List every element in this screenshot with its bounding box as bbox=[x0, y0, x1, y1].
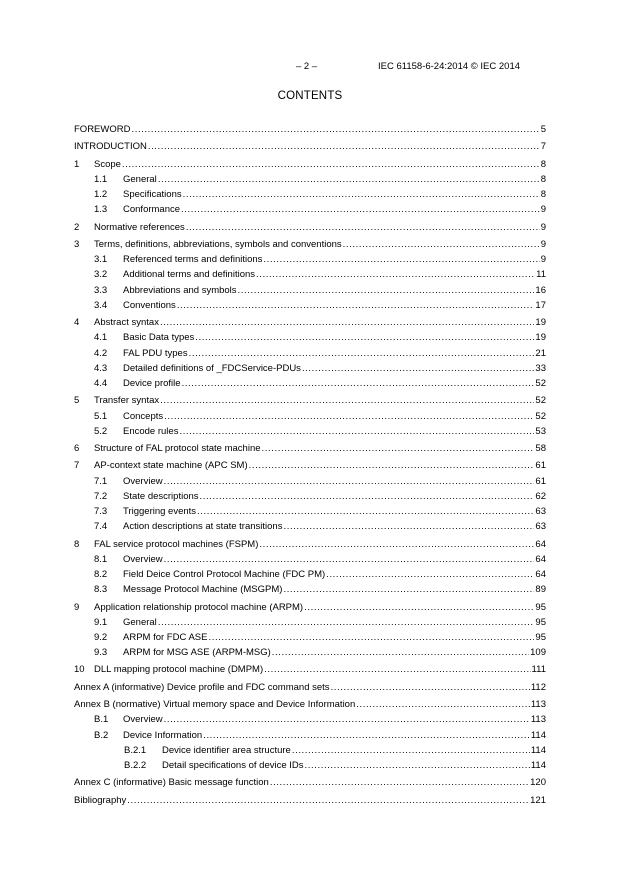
toc-leader-dots bbox=[148, 139, 540, 154]
toc-entry[interactable] bbox=[74, 458, 546, 473]
toc-entry-page: 114 bbox=[530, 729, 546, 741]
toc-entry-page: 9 bbox=[540, 254, 546, 266]
toc-entry-title: Annex C (informative) Basic message function bbox=[74, 777, 269, 789]
toc-entry-title: Abbreviations and symbols bbox=[123, 284, 237, 296]
toc-entry-page: 17 bbox=[535, 299, 546, 311]
toc-entry[interactable] bbox=[74, 600, 546, 615]
toc-entry-page: 9 bbox=[540, 204, 546, 216]
toc-leader-dots bbox=[262, 441, 535, 456]
toc-entry-title: Terms, definitions, abbreviations, symbols and conventions bbox=[94, 239, 342, 251]
toc-entry-title: Detail specifications of device IDs bbox=[162, 759, 304, 771]
toc-entry-title: Annex B (normative) Virtual memory space and Device Information bbox=[74, 699, 356, 711]
toc-leader-dots bbox=[238, 283, 535, 298]
toc-entry-page: 64 bbox=[535, 568, 546, 580]
toc-entry[interactable] bbox=[74, 283, 546, 298]
toc-entry-title: Structure of FAL protocol state machine bbox=[94, 443, 261, 455]
toc-entry-page: 95 bbox=[535, 616, 546, 628]
toc-entry[interactable] bbox=[74, 157, 546, 172]
toc-entry[interactable] bbox=[74, 361, 546, 376]
toc-entry-number: 4.2 bbox=[94, 347, 108, 359]
toc-entry-number: 8.3 bbox=[94, 584, 108, 596]
toc-leader-dots bbox=[164, 712, 530, 727]
toc-entry-page: 16 bbox=[535, 284, 546, 296]
toc-entry-number: 4.1 bbox=[94, 332, 108, 344]
toc-entry[interactable] bbox=[74, 519, 546, 534]
toc-entry-number: 3.4 bbox=[94, 299, 108, 311]
toc-entry-page: 7 bbox=[540, 141, 546, 153]
toc-leader-dots bbox=[158, 172, 540, 187]
header-document-reference: IEC 61158-6-24:2014 © IEC 2014 bbox=[378, 61, 521, 72]
toc-entry-page: 21 bbox=[535, 347, 546, 359]
toc-entry-number: 7.4 bbox=[94, 521, 108, 533]
toc-entry-title: Device profile bbox=[123, 377, 181, 389]
toc-entry-title: Transfer syntax bbox=[94, 395, 160, 407]
toc-leader-dots bbox=[189, 346, 535, 361]
toc-entry-number: 9 bbox=[74, 601, 80, 613]
toc-entry-title: Device identifier area structure bbox=[162, 744, 291, 756]
toc-entry-number: 3.3 bbox=[94, 284, 108, 296]
toc-entry-title: General bbox=[123, 173, 157, 185]
toc-entry[interactable] bbox=[74, 680, 546, 695]
toc-entry-title: INTRODUCTION bbox=[74, 141, 147, 153]
toc-entry-page: 63 bbox=[535, 521, 546, 533]
toc-entry[interactable] bbox=[74, 346, 546, 361]
toc-entry-number: 2 bbox=[74, 221, 80, 233]
toc-leader-dots bbox=[302, 361, 534, 376]
toc-entry-title: Bibliography bbox=[74, 794, 127, 806]
toc-entry-page: 112 bbox=[530, 681, 546, 693]
toc-entry[interactable] bbox=[74, 298, 546, 313]
toc-entry-page: 89 bbox=[535, 584, 546, 596]
toc-entry-page: 61 bbox=[535, 475, 546, 487]
toc-entry-page: 95 bbox=[535, 601, 546, 613]
toc-entry[interactable] bbox=[74, 697, 546, 712]
toc-leader-dots bbox=[256, 267, 535, 282]
toc-entry-title: Message Protocol Machine (MSGPM) bbox=[123, 584, 283, 596]
toc-entry-number: 7 bbox=[74, 460, 80, 472]
toc-entry-page: 9 bbox=[540, 239, 546, 251]
toc-leader-dots bbox=[203, 728, 530, 743]
toc-entry[interactable] bbox=[74, 139, 546, 154]
toc-entry-title: Device Information bbox=[123, 729, 203, 741]
toc-entry-page: 109 bbox=[530, 647, 546, 659]
toc-leader-dots bbox=[127, 793, 529, 808]
toc-entry[interactable] bbox=[74, 252, 546, 267]
toc-entry[interactable] bbox=[74, 376, 546, 391]
toc-entry-title: Overview bbox=[123, 714, 163, 726]
toc-entry-number: B.2.1 bbox=[124, 744, 147, 756]
toc-leader-dots bbox=[183, 187, 540, 202]
toc-entry[interactable] bbox=[74, 662, 546, 677]
toc-entry[interactable] bbox=[74, 615, 546, 630]
toc-entry-page: 8 bbox=[540, 189, 546, 201]
toc-leader-dots bbox=[208, 630, 534, 645]
toc-entry-number: 9.1 bbox=[94, 616, 108, 628]
toc-entry-page: 52 bbox=[535, 395, 546, 407]
toc-entry[interactable] bbox=[74, 330, 546, 345]
toc-entry-number: 8.1 bbox=[94, 553, 108, 565]
toc-entry-page: 52 bbox=[535, 377, 546, 389]
toc-entry-number: 4.3 bbox=[94, 362, 108, 374]
toc-entry-number: 7.2 bbox=[94, 490, 108, 502]
toc-leader-dots bbox=[182, 376, 535, 391]
toc-entry[interactable] bbox=[74, 122, 546, 137]
toc-entry-page: 9 bbox=[540, 221, 546, 233]
toc-leader-dots bbox=[164, 409, 534, 424]
toc-entry-page: 114 bbox=[530, 759, 546, 771]
toc-leader-dots bbox=[304, 600, 534, 615]
toc-entry-number: 3.1 bbox=[94, 254, 108, 266]
toc-entry-title: Normative references bbox=[94, 221, 185, 233]
toc-entry-number: 1.2 bbox=[94, 189, 108, 201]
toc-entry-page: 62 bbox=[535, 490, 546, 502]
toc-leader-dots bbox=[158, 615, 535, 630]
toc-entry[interactable] bbox=[74, 712, 546, 727]
toc-entry-title: Field Deice Control Protocol Machine (FDC PM) bbox=[123, 568, 326, 580]
toc-leader-dots bbox=[259, 537, 534, 552]
toc-entry[interactable] bbox=[74, 172, 546, 187]
toc-entry-title: Concepts bbox=[123, 410, 164, 422]
toc-entry-number: 1 bbox=[74, 158, 80, 170]
toc-entry[interactable] bbox=[74, 645, 546, 660]
toc-leader-dots bbox=[292, 743, 530, 758]
toc-leader-dots bbox=[160, 315, 534, 330]
toc-entry-number: 7.1 bbox=[94, 475, 108, 487]
toc-entry-page: 58 bbox=[535, 443, 546, 455]
toc-entry-title: General bbox=[123, 616, 157, 628]
page-header bbox=[0, 61, 620, 75]
toc-entry-number: B.2.2 bbox=[124, 759, 147, 771]
toc-entry-title: AP-context state machine (APC SM) bbox=[94, 460, 248, 472]
toc-entry-title: Action descriptions at state transitions bbox=[123, 521, 283, 533]
toc-entry-page: 113 bbox=[530, 699, 546, 711]
toc-entry[interactable] bbox=[74, 474, 546, 489]
toc-entry-title: DLL mapping protocol machine (DMPM) bbox=[94, 664, 264, 676]
toc-leader-dots bbox=[343, 237, 540, 252]
toc-entry[interactable] bbox=[74, 441, 546, 456]
toc-entry-title: Referenced terms and definitions bbox=[123, 254, 263, 266]
toc-entry-number: B.1 bbox=[94, 714, 109, 726]
toc-leader-dots bbox=[177, 298, 535, 313]
toc-entry-number: 3.2 bbox=[94, 269, 108, 281]
toc-entry-page: 114 bbox=[530, 744, 546, 756]
toc-entry-title: Encode rules bbox=[123, 425, 179, 437]
toc-leader-dots bbox=[160, 393, 534, 408]
toc-entry[interactable] bbox=[74, 409, 546, 424]
table-of-contents bbox=[74, 122, 546, 808]
toc-entry-title: Additional terms and definitions bbox=[123, 269, 256, 281]
toc-entry-page: 52 bbox=[535, 410, 546, 422]
toc-leader-dots bbox=[270, 775, 529, 790]
toc-entry-number: 4.4 bbox=[94, 377, 108, 389]
toc-entry[interactable] bbox=[74, 775, 546, 790]
toc-entry[interactable] bbox=[74, 202, 546, 217]
toc-entry[interactable] bbox=[74, 728, 546, 743]
toc-entry-number: 5.2 bbox=[94, 425, 108, 437]
header-page-number: – 2 – bbox=[296, 61, 318, 72]
toc-leader-dots bbox=[179, 424, 534, 439]
toc-entry-title: State descriptions bbox=[123, 490, 199, 502]
toc-entry-title: Conventions bbox=[123, 299, 176, 311]
toc-entry-number: 9.2 bbox=[94, 631, 108, 643]
toc-leader-dots bbox=[305, 758, 530, 773]
toc-entry[interactable] bbox=[74, 743, 546, 758]
toc-entry[interactable] bbox=[74, 793, 546, 808]
toc-entry-title: Specifications bbox=[123, 189, 182, 201]
toc-leader-dots bbox=[197, 504, 534, 519]
toc-entry-page: 63 bbox=[535, 506, 546, 517]
toc-entry-title: Basic Data types bbox=[123, 332, 195, 344]
toc-entry-number: 1.1 bbox=[94, 173, 108, 185]
toc-entry[interactable] bbox=[74, 504, 546, 519]
toc-leader-dots bbox=[272, 645, 529, 660]
toc-leader-dots bbox=[264, 662, 530, 677]
toc-entry-page: 120 bbox=[530, 777, 546, 789]
toc-entry-number: 8 bbox=[74, 538, 80, 550]
toc-entry-page: 8 bbox=[540, 173, 546, 185]
toc-entry[interactable] bbox=[74, 552, 546, 567]
toc-leader-dots bbox=[164, 552, 535, 567]
toc-entry-number: 8.2 bbox=[94, 568, 108, 580]
toc-entry[interactable] bbox=[74, 630, 546, 645]
toc-entry[interactable] bbox=[74, 315, 546, 330]
toc-leader-dots bbox=[283, 582, 534, 597]
toc-leader-dots bbox=[122, 157, 540, 172]
toc-entry[interactable] bbox=[74, 582, 546, 597]
toc-leader-dots bbox=[164, 474, 535, 489]
toc-entry[interactable] bbox=[74, 220, 546, 235]
toc-leader-dots bbox=[263, 252, 539, 267]
contents-title: CONTENTS bbox=[277, 90, 343, 102]
toc-entry-number: 10 bbox=[74, 664, 85, 676]
toc-entry-title: FAL service protocol machines (FSPM) bbox=[94, 538, 259, 550]
toc-entry-title: FOREWORD bbox=[74, 124, 131, 135]
toc-entry[interactable] bbox=[74, 758, 546, 773]
toc-entry-page: 11 bbox=[536, 269, 546, 281]
toc-leader-dots bbox=[249, 458, 535, 473]
toc-entry[interactable] bbox=[74, 489, 546, 504]
toc-entry-page: 64 bbox=[535, 538, 546, 550]
toc-leader-dots bbox=[326, 567, 534, 582]
toc-entry-page: 5 bbox=[540, 124, 546, 135]
toc-entry-page: 64 bbox=[535, 553, 546, 565]
toc-entry-page: 19 bbox=[535, 332, 546, 344]
toc-entry[interactable] bbox=[74, 537, 546, 552]
toc-entry[interactable] bbox=[74, 393, 546, 408]
toc-entry-title: Conformance bbox=[123, 204, 181, 216]
toc-entry-page: 61 bbox=[535, 460, 546, 472]
toc-leader-dots bbox=[356, 697, 530, 712]
toc-leader-dots bbox=[283, 519, 534, 534]
toc-entry-title: Annex A (informative) Device profile and FDC command sets bbox=[74, 681, 330, 693]
toc-entry-number: 7.3 bbox=[94, 506, 108, 517]
toc-entry-page: 121 bbox=[530, 794, 546, 806]
toc-entry-title: Application relationship protocol machine (ARPM) bbox=[94, 601, 304, 613]
toc-entry-page: 19 bbox=[535, 317, 546, 329]
toc-entry-title: Abstract syntax bbox=[94, 317, 159, 329]
toc-entry-title: ARPM for FDC ASE bbox=[123, 631, 208, 643]
toc-entry-title: FAL PDU types bbox=[123, 347, 188, 359]
toc-entry-page: 33 bbox=[535, 362, 546, 374]
toc-entry-page: 53 bbox=[535, 425, 546, 437]
toc-entry-number: 5 bbox=[74, 395, 80, 407]
toc-entry-number: 4 bbox=[74, 317, 80, 329]
toc-leader-dots bbox=[181, 202, 540, 217]
toc-entry[interactable] bbox=[74, 187, 546, 202]
toc-entry-page: 95 bbox=[535, 631, 546, 643]
toc-entry-title: Overview bbox=[123, 553, 163, 565]
toc-entry-number: 6 bbox=[74, 443, 80, 455]
toc-entry-title: ARPM for MSG ASE (ARPM-MSG) bbox=[123, 647, 271, 659]
toc-entry-title: Detailed definitions of _FDCService-PDUs bbox=[123, 362, 301, 374]
toc-entry-page: 111 bbox=[531, 664, 546, 676]
toc-leader-dots bbox=[195, 330, 534, 345]
toc-entry[interactable] bbox=[74, 424, 546, 439]
toc-entry-page: 8 bbox=[540, 158, 546, 170]
toc-entry[interactable] bbox=[74, 267, 546, 282]
toc-entry-number: 3 bbox=[74, 239, 80, 251]
toc-leader-dots bbox=[200, 489, 535, 504]
toc-entry-number: 1.3 bbox=[94, 204, 108, 216]
toc-entry-title: Scope bbox=[94, 158, 121, 170]
toc-entry[interactable] bbox=[74, 237, 546, 252]
toc-entry-number: 9.3 bbox=[94, 647, 108, 659]
toc-entry[interactable] bbox=[74, 567, 546, 582]
toc-entry-title: Triggering events bbox=[123, 506, 197, 517]
toc-entry-title: Overview bbox=[123, 475, 163, 487]
toc-entry-number: B.2 bbox=[94, 729, 109, 741]
toc-leader-dots bbox=[331, 680, 530, 695]
toc-leader-dots bbox=[131, 122, 539, 137]
toc-leader-dots bbox=[186, 220, 540, 235]
toc-entry-page: 113 bbox=[530, 714, 546, 726]
toc-entry-number: 5.1 bbox=[94, 410, 108, 422]
